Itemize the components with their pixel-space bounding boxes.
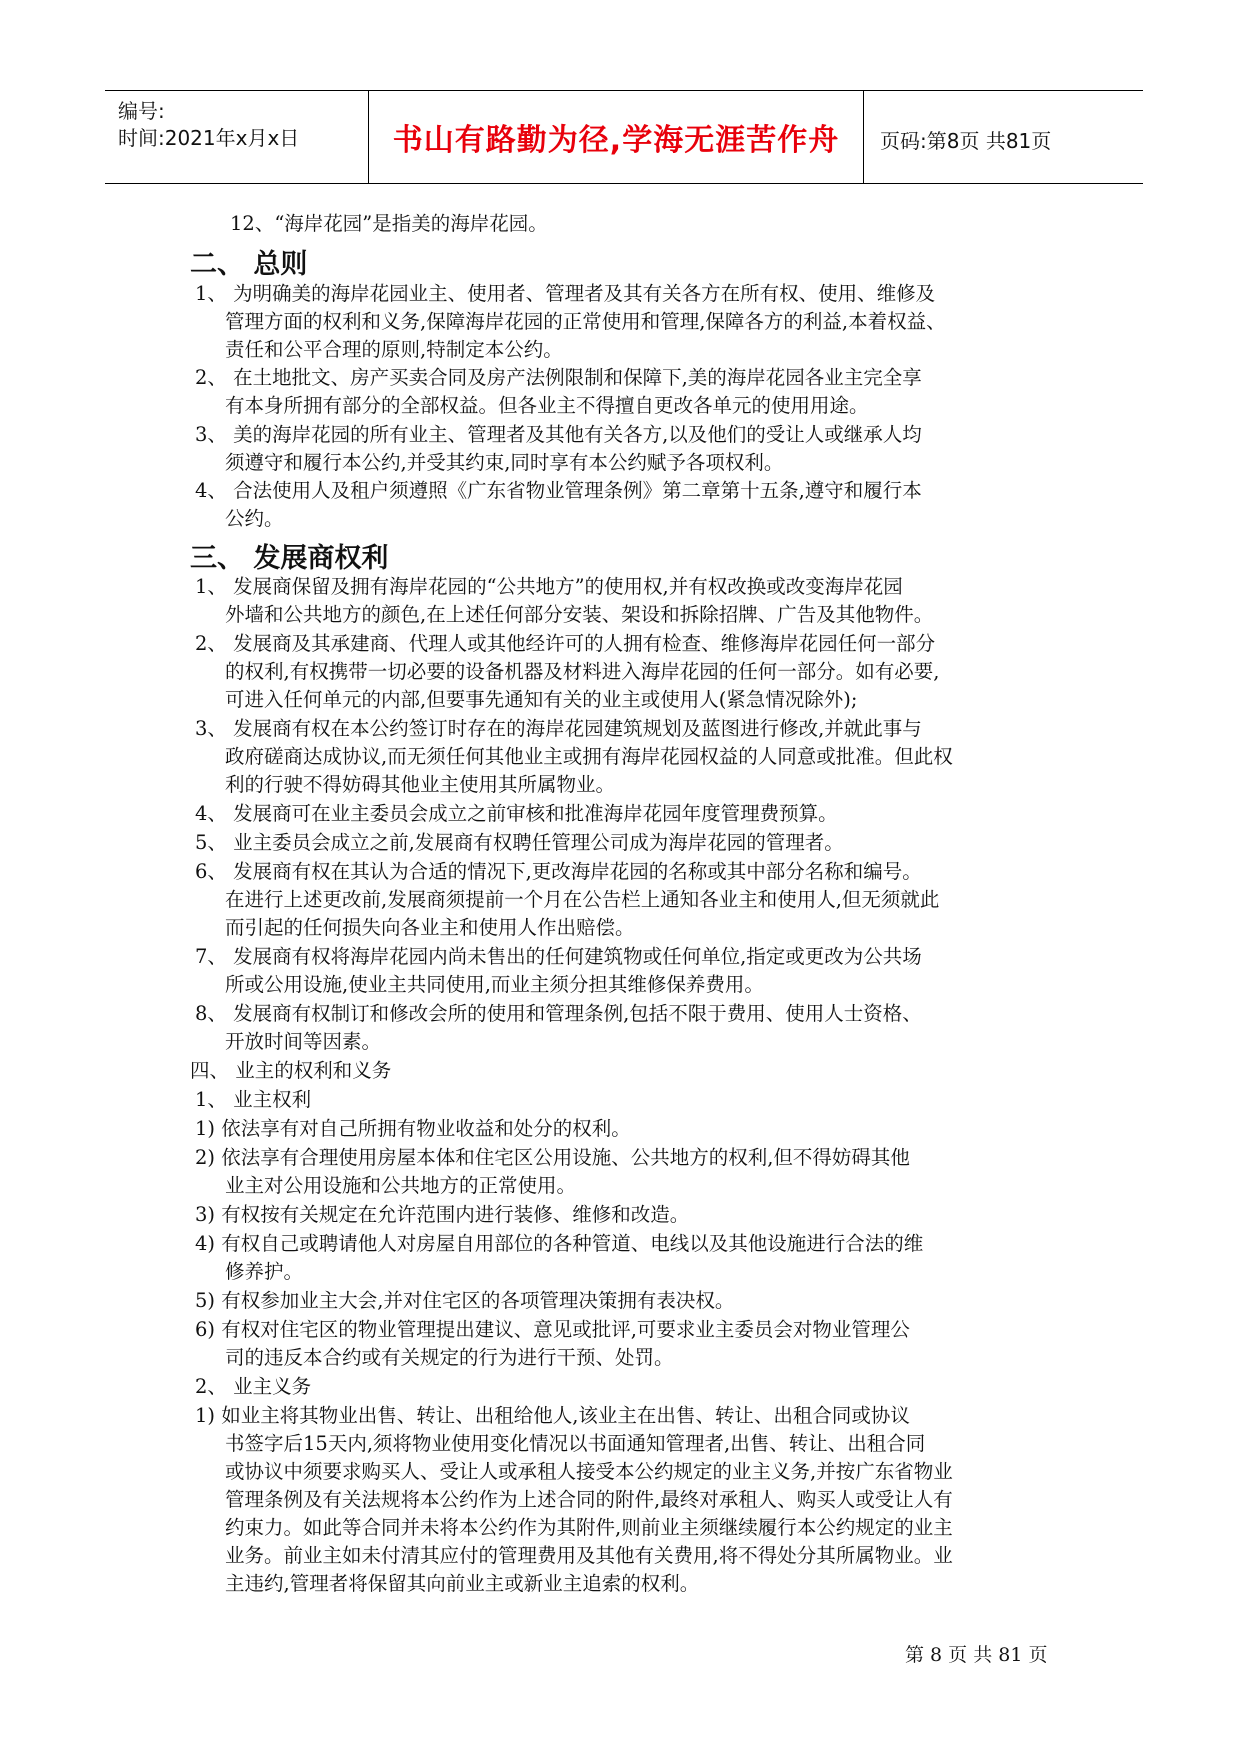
time-label: 时间:2021年x月x日 [118,126,300,150]
page-header [105,90,1143,184]
header-slogan-cell [369,91,864,183]
text-line: 6) 有权对住宅区的物业管理提出建议、意见或批评,可要求业主委员会对物业管理公 [195,1318,910,1341]
text-line: 1、 业主权利 [195,1088,312,1111]
text-line: 3、 美的海岸花园的所有业主、管理者及其他有关各方,以及他们的受让人或继承人均 [195,423,922,446]
text-line: 3) 有权按有关规定在允许范围内进行装修、维修和改造。 [195,1203,690,1226]
text-line: 4) 有权自己或聘请他人对房屋自用部位的各种管道、电线以及其他设施进行合法的维 [195,1232,924,1255]
number-label: 编号: [118,99,165,123]
text-line: 须遵守和履行本公约,并受其约束,同时享有本公约赋予各项权利。 [225,451,784,474]
slogan: 书山有路勤为径,学海无涯苦作舟 [392,123,840,158]
text-line: 政府磋商达成协议,而无须任何其他业主或拥有海岸花园权益的人同意或批准。但此权 [225,745,953,768]
section-heading: 三、 发展商权利 [190,543,389,574]
text-line: 四、 业主的权利和义务 [190,1059,392,1082]
text-line: 在进行上述更改前,发展商须提前一个月在公告栏上通知各业主和使用人,但无须就此 [225,888,940,911]
text-line: 2、 发展商及其承建商、代理人或其他经许可的人拥有检查、维修海岸花园任何一部分 [195,632,936,655]
text-line: 开放时间等因素。 [225,1030,382,1053]
text-line: 责任和公平合理的原则,特制定本公约。 [225,338,563,361]
text-line: 2) 依法享有合理使用房屋本体和住宅区公用设施、公共地方的权利,但不得妨碍其他 [195,1146,910,1169]
page-footer: 第 8 页 共 81 页 [905,1644,1048,1666]
text-line: 公约。 [225,507,284,530]
text-line: 8、 发展商有权制订和修改会所的使用和管理条例,包括不限于费用、使用人士资格、 [195,1002,922,1025]
text-line: 5) 有权参加业主大会,并对住宅区的各项管理决策拥有表决权。 [195,1289,735,1312]
text-line: 的权利,有权携带一切必要的设备机器及材料进入海岸花园的任何一部分。如有必要, [225,660,940,683]
text-line: 书签字后15天内,须将物业使用变化情况以书面通知管理者,出售、转让、出租合同 [225,1432,926,1455]
header-page-cell [864,91,1143,183]
text-line: 业主对公用设施和公共地方的正常使用。 [225,1174,577,1197]
text-line: 业务。前业主如未付清其应付的管理费用及其他有关费用,将不得处分其所属物业。业 [225,1544,953,1567]
text-line: 1、 为明确美的海岸花园业主、使用者、管理者及其有关各方在所有权、使用、维修及 [195,282,936,305]
text-line: 2、 业主义务 [195,1375,312,1398]
text-line: 外墙和公共地方的颜色,在上述任何部分安装、架设和拆除招牌、广告及其他物件。 [225,603,934,626]
text-line: 可进入任何单元的内部,但要事先通知有关的业主或使用人(紧急情况除外); [225,688,858,711]
text-line: 有本身所拥有部分的全部权益。但各业主不得擅自更改各单元的使用用途。 [225,394,869,417]
text-line: 所或公用设施,使业主共同使用,而业主须分担其维修保养费用。 [225,973,764,996]
text-line: 1、 发展商保留及拥有海岸花园的“公共地方”的使用权,并有权改换或改变海岸花园 [195,575,903,598]
page-number-label: 页码:第8页 共81页 [880,129,1052,153]
text-line: 4、 发展商可在业主委员会成立之前审核和批准海岸花园年度管理费预算。 [195,802,838,825]
text-line: 12、“海岸花园”是指美的海岸花园。 [230,212,548,235]
text-line: 修养护。 [225,1260,304,1283]
text-line: 2、 在土地批文、房产买卖合同及房产法例限制和保障下,美的海岸花园各业主完全享 [195,366,922,389]
text-line: 4、 合法使用人及租户须遵照《广东省物业管理条例》第二章第十五条,遵守和履行本 [195,479,922,502]
section-heading: 二、 总则 [190,249,308,280]
header-meta-cell [105,91,369,183]
text-line: 7、 发展商有权将海岸花园内尚未售出的任何建筑物或任何单位,指定或更改为公共场 [195,945,922,968]
text-line: 或协议中须要求购买人、受让人或承租人接受本公约规定的业主义务,并按广东省物业 [225,1460,953,1483]
text-line: 主违约,管理者将保留其向前业主或新业主追索的权利。 [225,1572,700,1595]
text-line: 约束力。如此等合同并未将本公约作为其附件,则前业主须继续履行本公约规定的业主 [225,1516,953,1539]
text-line: 5、 业主委员会成立之前,发展商有权聘任管理公司成为海岸花园的管理者。 [195,831,844,854]
text-line: 利的行驶不得妨碍其他业主使用其所属物业。 [225,773,616,796]
text-line: 管理条例及有关法规将本公约作为上述合同的附件,最终对承租人、购买人或受让人有 [225,1488,953,1511]
text-line: 管理方面的权利和义务,保障海岸花园的正常使用和管理,保障各方的利益,本着权益、 [225,310,946,333]
text-line: 1) 依法享有对自己所拥有物业收益和处分的权利。 [195,1117,631,1140]
text-line: 司的违反本合约或有关规定的行为进行干预、处罚。 [225,1346,674,1369]
text-line: 1) 如业主将其物业出售、转让、出租给他人,该业主在出售、转让、出租合同或协议 [195,1404,910,1427]
text-line: 而引起的任何损失向各业主和使用人作出赔偿。 [225,916,635,939]
text-line: 6、 发展商有权在其认为合适的情况下,更改海岸花园的名称或其中部分名称和编号。 [195,860,922,883]
text-line: 3、 发展商有权在本公约签订时存在的海岸花园建筑规划及蓝图进行修改,并就此事与 [195,717,922,740]
